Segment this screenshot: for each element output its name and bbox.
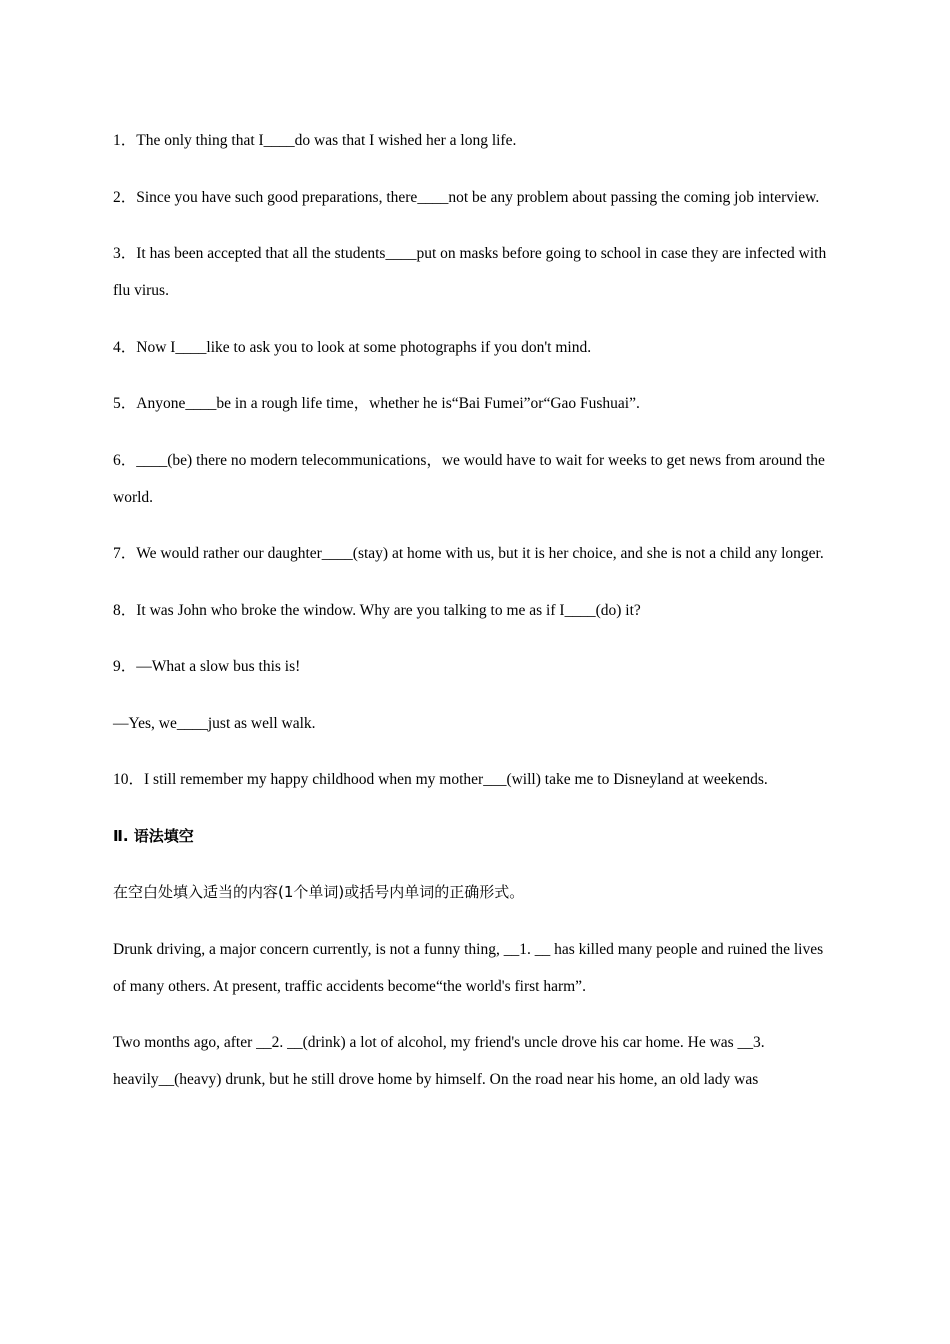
question-8: 8．It was John who broke the window. Why are you talking to me as if I____(do) it? [113,601,641,619]
question-9-answer: —Yes, we____just as well walk. [113,714,316,732]
question-6: 6．____(be) there no modern telecommunications，we would have to wait for weeks to get news from around the world. [113,451,825,506]
question-7: 7．We would rather our daughter____(stay) at home with us, but it is her choice, and she is not a child any longer. [113,545,824,562]
section-instruction: 在空白处填入适当的内容(1个单词)或括号内单词的正确形式。 [113,883,525,901]
question-5: 5．Anyone____be in a rough life time，whether he is“Bai Fumei”or“Gao Fushuai”. [113,395,640,412]
question-3: 3．It has been accepted that all the students____put on masks before going to school in case they are infected with flu virus. [113,245,827,299]
question-9: 9．—What a slow bus this is! [113,658,301,675]
passage-paragraph-2: Two months ago, after __2. __(drink) a lot of alcohol, my friend's uncle drove his car home. He was __3. heavily__(heavy) drunk, but he still drove home by himself. On the road near his home, an old lady was [113,1034,765,1088]
section-heading: Ⅱ. 语法填空 [113,826,194,845]
question-10: 10．I still remember my happy childhood when my mother___(will) take me to Disneyland at weekends. [113,771,768,788]
document-page [113,122,835,1118]
passage-paragraph-1: Drunk driving, a major concern currently, is not a funny thing, __1. __ has killed many people and ruined the lives of many others. At present, traffic accidents become“the world's first harm”. [113,940,824,995]
question-1: 1．The only thing that I____do was that I wished her a long life. [113,132,517,149]
question-4: 4．Now I____like to ask you to look at some photographs if you don't mind. [113,338,592,356]
question-2: 2．Since you have such good preparations, there____not be any problem about passing the coming job interview. [113,188,820,206]
